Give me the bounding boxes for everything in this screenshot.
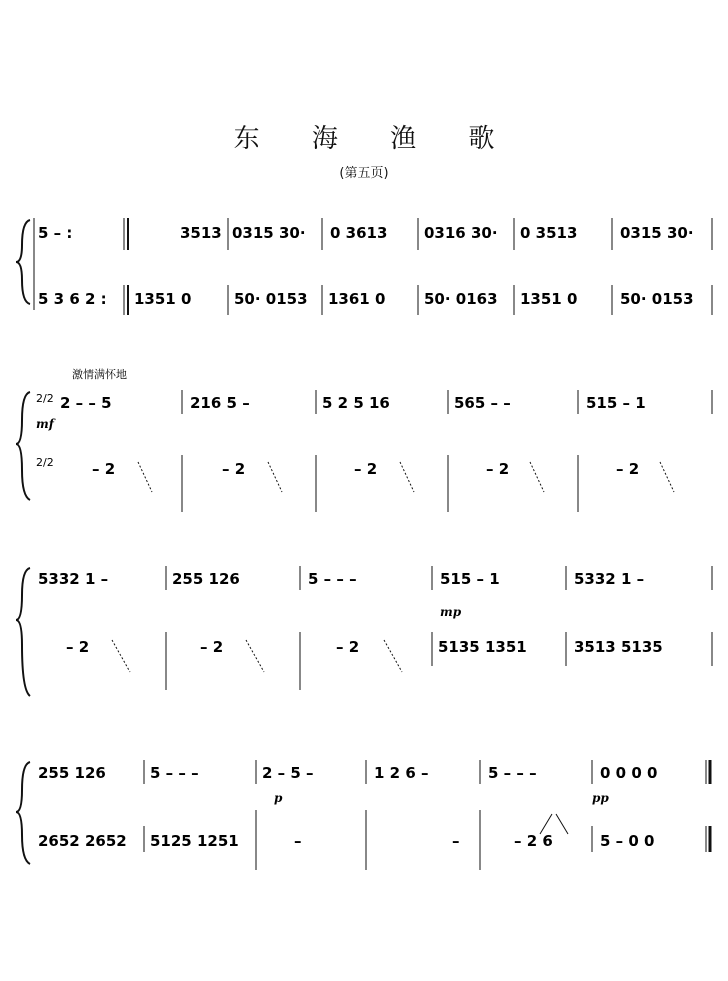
- lower-measure-2-2: – 2: [222, 460, 246, 478]
- lower-measure-3-2: – 2: [200, 638, 224, 656]
- system-1: [16, 218, 712, 315]
- lower-measure-1-3: 50· 0153: [234, 290, 308, 308]
- upper-measure-3-3: 5 – – –: [308, 570, 357, 588]
- dynamic-mf: mf: [36, 417, 54, 431]
- time-signature-upper: 2/2: [36, 392, 54, 405]
- lower-measure-2-5: – 2: [616, 460, 640, 478]
- brace: [16, 568, 30, 696]
- lower-measure-2-4: – 2: [486, 460, 510, 478]
- page-subtitle: (第五页): [339, 166, 389, 181]
- upper-measure-1-6: 0 3513: [520, 224, 578, 242]
- upper-measure-4-1: 255 126: [38, 764, 106, 782]
- brace: [16, 762, 30, 864]
- page-title: 东 海 渔 歌: [233, 124, 517, 154]
- upper-measure-3-4: 515 – 1: [440, 570, 500, 588]
- lower-measure-1-1: 5 3 6 2 :: [38, 290, 107, 308]
- brace: [16, 392, 30, 500]
- system-2: [16, 367, 712, 512]
- upper-measure-3-5: 5332 1 –: [574, 570, 645, 588]
- upper-measure-1-1: 5 – :: [38, 224, 73, 242]
- lower-measure-1-6: 1351 0: [520, 290, 578, 308]
- lower-measure-4-3: –: [294, 832, 302, 850]
- upper-measure-4-4: 1 2 6 –: [374, 764, 429, 782]
- upper-measure-4-5: 5 – – –: [488, 764, 537, 782]
- upper-measure-2-3: 5 2 5 16: [322, 394, 390, 412]
- upper-measure-4-3: 2 – 5 –: [262, 764, 314, 782]
- upper-measure-1-4: 0 3613: [330, 224, 388, 242]
- upper-measure-2-1: 2 – – 5: [60, 394, 112, 412]
- upper-measure-3-2: 255 126: [172, 570, 240, 588]
- brace: [16, 220, 30, 304]
- time-signature-lower: 2/2: [36, 456, 54, 469]
- upper-measure-4-6: 0 0 0 0: [600, 764, 658, 782]
- upper-measure-2-4: 565 – –: [454, 394, 511, 412]
- chord-tie: [540, 814, 568, 834]
- lower-measure-3-4: 5135 1351: [438, 638, 527, 656]
- lower-measure-3-1: – 2: [66, 638, 90, 656]
- lower-measure-4-1: 2652 2652: [38, 832, 127, 850]
- dynamic-mp: mp: [440, 605, 462, 619]
- lower-measure-3-3: – 2: [336, 638, 360, 656]
- upper-measure-1-7: 0315 30·: [620, 224, 694, 242]
- lower-measure-4-6: 5 – 0 0: [600, 832, 655, 850]
- lower-measure-1-5: 50· 0163: [424, 290, 498, 308]
- system-3: [16, 566, 712, 696]
- lower-measure-3-5: 3513 5135: [574, 638, 663, 656]
- system-4: [16, 760, 710, 870]
- lower-measure-1-4: 1361 0: [328, 290, 386, 308]
- upper-measure-4-2: 5 – – –: [150, 764, 199, 782]
- lower-measure-4-2: 5125 1251: [150, 832, 239, 850]
- upper-measure-1-3: 0315 30·: [232, 224, 306, 242]
- expression-mark: 激情满怀地: [72, 368, 127, 381]
- dynamic-p: p: [274, 791, 283, 805]
- lower-measure-4-4: –: [452, 832, 460, 850]
- upper-measure-1-5: 0316 30·: [424, 224, 498, 242]
- lower-measure-1-7: 50· 0153: [620, 290, 694, 308]
- upper-measure-2-2: 216 5 –: [190, 394, 250, 412]
- lower-measure-2-3: – 2: [354, 460, 378, 478]
- dynamic-pp: pp: [592, 791, 609, 805]
- lower-measure-2-1: – 2: [92, 460, 116, 478]
- lower-measure-4-5: – 2 6: [514, 832, 553, 850]
- lower-measure-1-2: 1351 0: [134, 290, 192, 308]
- upper-measure-2-5: 515 – 1: [586, 394, 646, 412]
- upper-measure-3-1: 5332 1 –: [38, 570, 109, 588]
- upper-measure-1-2: 3513: [180, 224, 222, 242]
